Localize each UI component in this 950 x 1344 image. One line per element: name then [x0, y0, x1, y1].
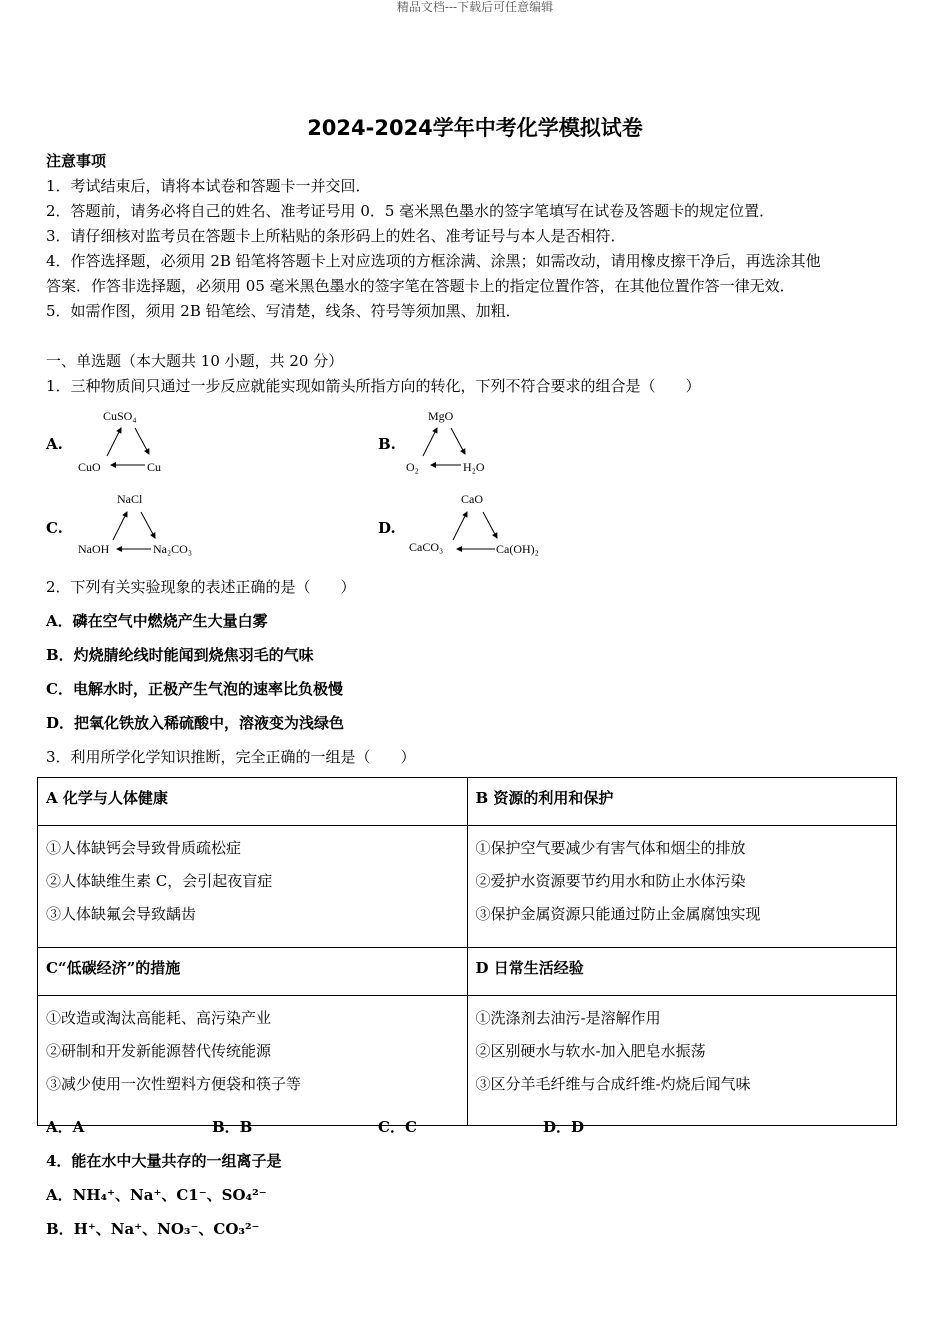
- q1-d-arrows: [445, 504, 525, 554]
- q1-b-left: O₂: [406, 460, 419, 474]
- q1-b-arrows: [415, 420, 485, 470]
- page-title: 2024-2024学年中考化学模拟试卷: [307, 116, 643, 140]
- q1-c-left: NaOH: [78, 542, 110, 556]
- section-heading: 一、单选题（本大题共 10 小题，共 20 分）: [46, 352, 344, 370]
- q3-stem: 3．利用所学化学知识推断，完全正确的一组是（ ）: [46, 748, 416, 766]
- notice-item: 5．如需作图，须用 2B 铅笔绘、写清楚，线条、符号等须加黑、加粗．: [46, 302, 521, 320]
- q4-option-a: A．NH₄⁺、Na⁺、C1⁻、SO₄²⁻: [46, 1186, 267, 1204]
- q1-a-arrows: [95, 420, 165, 470]
- page-header: 精品文档---下载后可任意编辑: [396, 0, 554, 14]
- q3-cell-c-body: ①改造或淘汰高能耗、高污染产业 ②研制和开发新能源替代传统能源 ③减少使用一次性塑料方便袋和筷子等: [38, 996, 468, 1126]
- q1-c-right: Na₂CO₃: [153, 542, 193, 556]
- notice-item: 2．答题前，请务必将自己的姓名、准考证号用 0．5 毫米黑色墨水的签字笔填写在试卷及答题卡的规定位置．: [46, 202, 775, 220]
- q3-cell-c-head: C“低碳经济”的措施: [38, 948, 468, 996]
- q1-d-top: CaO: [461, 492, 483, 506]
- q3-answer: A．A: [46, 1118, 85, 1136]
- q1-a-left: CuO: [78, 460, 101, 474]
- q1-a-right: Cu: [147, 460, 162, 474]
- q3-answer: B．B: [212, 1118, 253, 1136]
- q3-answer: D．D: [543, 1118, 585, 1136]
- q2-option: D．把氧化铁放入稀硫酸中，溶液变为浅绿色: [46, 714, 345, 732]
- q3-cell-b-head: B 资源的利用和保护: [467, 778, 897, 826]
- q1-option-letter: C.: [46, 519, 63, 537]
- notice-item: 1．考试结束后，请将本试卷和答题卡一并交回．: [46, 177, 371, 195]
- notice-heading: 注意事项: [46, 152, 107, 170]
- notice-item: 3．请仔细核对监考员在答题卡上所粘贴的条形码上的姓名、准考证号与本人是否相符．: [46, 227, 626, 245]
- notice-item: 答案．作答非选择题，必须用 05 毫米黑色墨水的签字笔在答题卡上的指定位置作答，在其他位置作答一律无效．: [46, 277, 795, 295]
- q4-stem: 4．能在水中大量共存的一组离子是: [46, 1152, 282, 1170]
- q1-d-left: CaCO₃: [409, 540, 444, 554]
- q3-table: [37, 777, 897, 1126]
- q1-b-right: H₂O: [463, 460, 485, 474]
- q1-stem: 1．三种物质间只通过一步反应就能实现如箭头所指方向的转化，下列不符合要求的组合是（ ）: [46, 377, 701, 395]
- q3-cell-d-body: ①洗涤剂去油污-是溶解作用 ②区别硬水与软水-加入肥皂水振荡 ③区分羊毛纤维与合成纤维-灼烧后闻气味: [467, 996, 897, 1126]
- q3-answer: C．C: [378, 1118, 417, 1136]
- q3-cell-a-head: A 化学与人体健康: [38, 778, 468, 826]
- q1-option-letter: D.: [378, 519, 396, 537]
- q1-b-top: MgO: [428, 409, 454, 423]
- q2-option: B．灼烧腈纶线时能闻到烧焦羽毛的气味: [46, 646, 314, 664]
- q1-option-letter: A.: [46, 435, 63, 453]
- q1-c-arrows: [105, 504, 175, 554]
- q3-cell-d-head: D 日常生活经验: [467, 948, 897, 996]
- q1-c-top: NaCl: [117, 492, 143, 506]
- q2-option: C．电解水时，正极产生气泡的速率比负极慢: [46, 680, 343, 698]
- notice-item: 4．作答选择题，必须用 2B 铅笔将答题卡上对应选项的方框涂满、涂黑；如需改动，请用橡皮擦干净后，再选涂其他: [46, 252, 821, 270]
- q1-d-right: Ca(OH)₂: [496, 542, 539, 556]
- q3-cell-a-body: ①人体缺钙会导致骨质疏松症 ②人体缺维生素 C，会引起夜盲症 ③人体缺氟会导致龋齿: [38, 826, 468, 948]
- q2-stem: 2．下列有关实验现象的表述正确的是（ ）: [46, 578, 356, 596]
- q4-option-b: B．H⁺、Na⁺、NO₃⁻、CO₃²⁻: [46, 1220, 260, 1238]
- q3-cell-b-body: ①保护空气要减少有害气体和烟尘的排放 ②爱护水资源要节约用水和防止水体污染 ③保护金属资源只能通过防止金属腐蚀实现: [467, 826, 897, 948]
- q1-a-top: CuSO₄: [103, 409, 137, 423]
- q1-option-letter: B.: [378, 435, 396, 453]
- q2-option: A．磷在空气中燃烧产生大量白雾: [46, 612, 268, 630]
